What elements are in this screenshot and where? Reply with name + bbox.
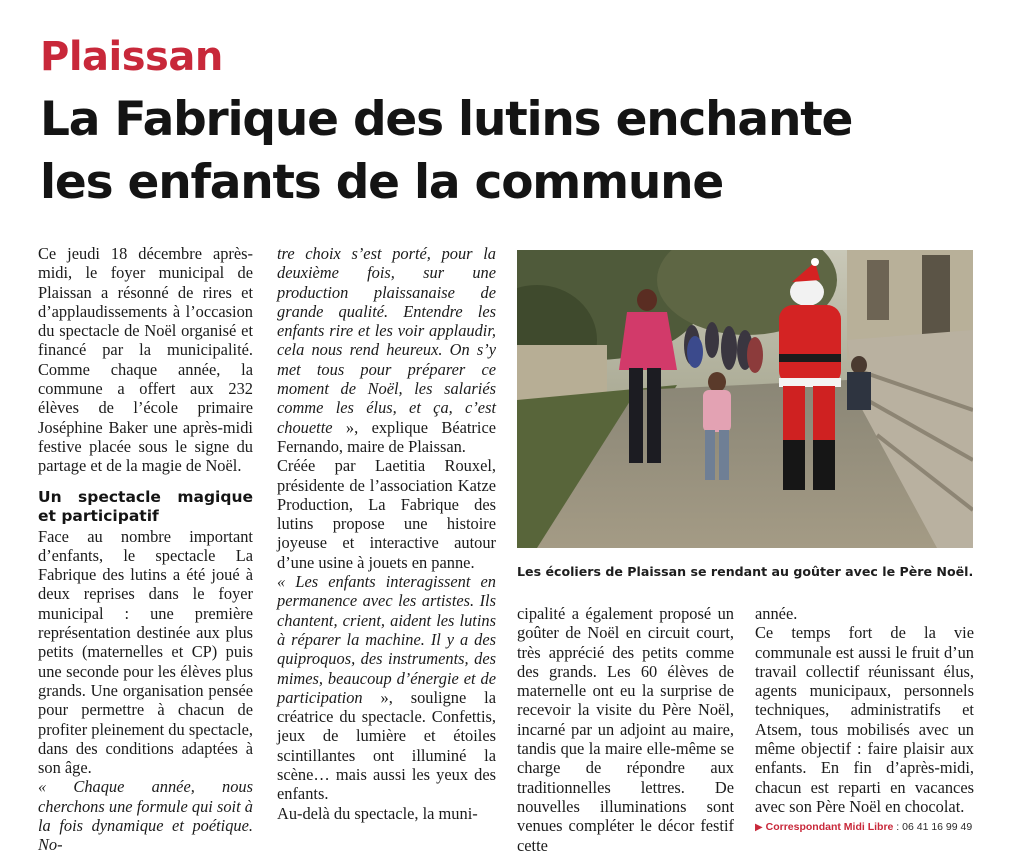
body-column-1 (38, 244, 253, 855)
quote-mayor-attribution: », explique Béatrice Fernando, maire de Plaissan. (277, 417, 496, 456)
correspondent-name: Correspondant Midi Libre (765, 821, 894, 834)
correspondent-credit (755, 820, 974, 835)
paragraph-year: année. (755, 604, 798, 623)
quote-mayor-end: tre choix s’est porté, pour la deuxième fois, sur une production plaissanaise de grande qualité. Entendre les enfants rire et les voir applaudir, cela nous rend heureux. On s’y met tous pour préparer ce moment de Noël, les salariés comme les élus, et ça, c’est chouette (277, 244, 496, 437)
paragraph-mayor-quote (277, 244, 496, 456)
paragraph-beyond-start: Au-delà du spectacle, la muni- (277, 803, 478, 823)
paragraph-creator: Créée par Laetitia Rouxel, présidente de l’association Katze Production, La Fabrique des lutins propose une histoire joyeuse et interactive autour d’une usine à jouets en panne. (277, 456, 496, 572)
paragraph-teamwork: Ce temps fort de la vie communale est aussi le fruit d’un travail collectif réunissant élus, agents municipaux, personnels techniques, administratifs et Atsem, tous mobilisés avec un même objectif : faire plaisir aux enfants. En fin d’après-midi, chacun est reparti en vacances avec son Père Noël en chocolat. (755, 623, 974, 816)
paragraph-intro: Ce jeudi 18 décembre après-midi, le foyer municipal de Plaissan a résonné de rires et d’applaudissements à l’occasion du spectacle de Noël organisé et financé par la municipalité. Comme chaque année, la commune a offert aux 232 élèves de l’école primaire Joséphine Baker une après-midi festive placée sous le signe du partage et de la magie de Noël. (38, 244, 253, 476)
body-column-3 (517, 604, 734, 855)
quote-mayor-start: « Chaque année, nous cherchons une formule qui soit à la fois dynamique et poétique. No- (38, 777, 253, 855)
arrow-right-icon: ▶ (755, 822, 763, 834)
section-kicker: Plaissan (40, 34, 223, 80)
paragraph-snack: cipalité a également proposé un goûter de Noël en circuit court, très apprécié des petits comme des grands. Les 60 élèves de maternelle ont eu la surprise de recevoir la visite du Père Noël, incarné par un adjoint au maire, tandis que la maire elle-même se charge de répondre aux traditionnelles lettres. De nouvelles illuminations sont venues compléter le décor festif cette (517, 604, 734, 855)
correspondent-phone: : 06 41 16 99 49 (893, 821, 973, 834)
quote-creator: « Les enfants interagissent en permanence avec les artistes. Ils chantent, crient, aident les lutins à réparer la machine. Il y a des quiproquos, des instruments, des mimes, beaucoup d’énergie et de participation (277, 572, 496, 707)
article-photo (517, 250, 973, 548)
photo-children-santa (517, 250, 973, 548)
paragraph-organisation: Face au nombre important d’enfants, le spectacle La Fabrique des lutins a été joué à deux reprises dans le foyer municipal : une première représentation destinée aux plus petits (maternelles et CP) puis une seconde pour les élèves plus grands. Une organisation pensée pour permettre à chacun de profiter pleinement du spectacle, dans des conditions adaptées à son âge. (38, 526, 253, 778)
headline-line-2: les enfants de la commune (40, 155, 724, 210)
headline-line-1: La Fabrique des lutins enchante (40, 92, 853, 147)
article-headline (40, 88, 1000, 214)
photo-caption: Les écoliers de Plaissan se rendant au goûter avec le Père Noël. (517, 564, 974, 579)
paragraph-creator-quote (277, 572, 496, 804)
quote-creator-attribution: », souligne la créatrice du spectacle. Confettis, jeux de lumière et étoiles scintillantes ont illuminé la scène… mais aussi les yeux des enfants. (277, 687, 496, 804)
subheading: Un spectacle magique et participatif (38, 487, 253, 525)
body-column-2 (277, 244, 496, 823)
body-column-4 (755, 604, 974, 835)
